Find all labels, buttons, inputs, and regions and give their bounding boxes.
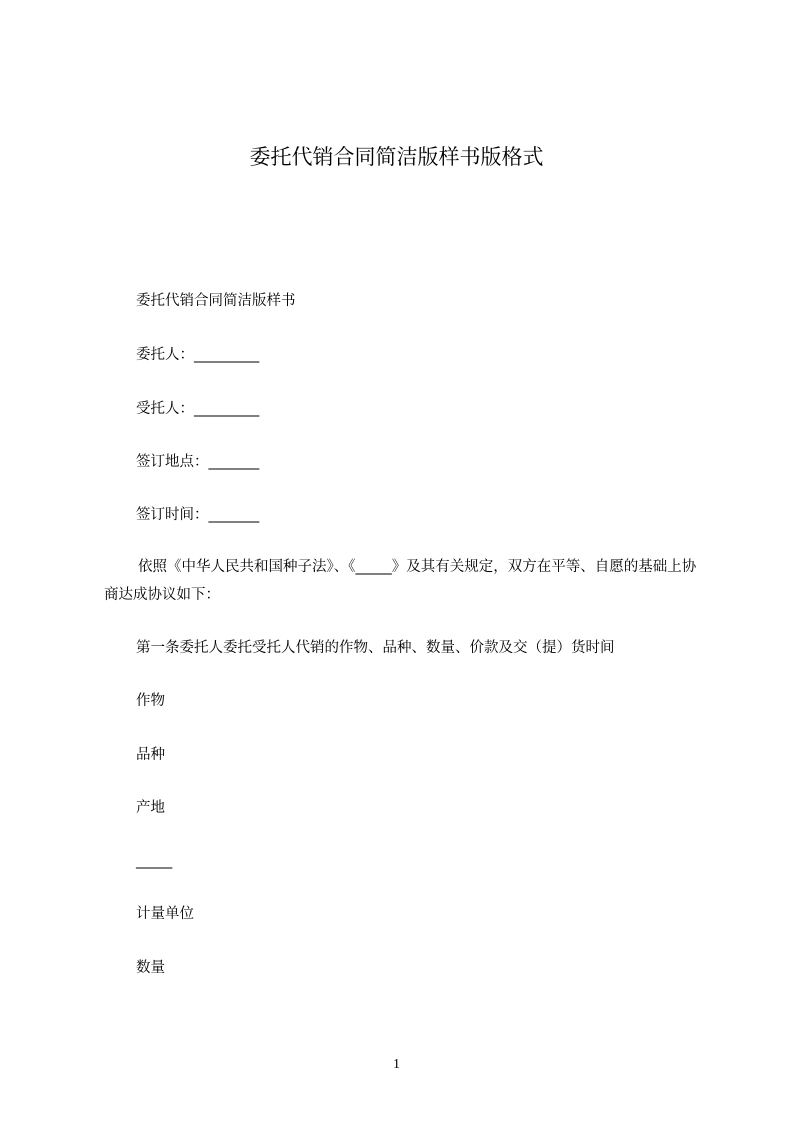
document-subtitle: 委托代销合同简洁版样书 bbox=[136, 293, 296, 309]
sign-time-field: 签订时间：_______ bbox=[136, 507, 260, 523]
item-crop: 作物 bbox=[136, 693, 165, 709]
item-unit: 计量单位 bbox=[136, 906, 194, 922]
page-number: 1 bbox=[393, 1057, 400, 1072]
item-quantity: 数量 bbox=[136, 960, 165, 976]
sign-place-field: 签订地点：_______ bbox=[136, 454, 260, 470]
entrustor-field: 委托人：_________ bbox=[136, 347, 260, 363]
intro-paragraph: 依照《中华人民共和国种子法》、《_____》及其有关规定，双方在平等、自愿的基础上协商达成协议如下： bbox=[104, 559, 697, 603]
document-title: 委托代销合同简洁版样书版格式 bbox=[249, 145, 544, 169]
item-variety: 品种 bbox=[136, 747, 165, 763]
item-origin: 产地 bbox=[136, 800, 165, 816]
item-blank: _____ bbox=[136, 853, 173, 869]
article-1-heading: 第一条委托人委托受托人代销的作物、品种、数量、价款及交（提）货时间 bbox=[136, 640, 615, 656]
trustee-field: 受托人：_________ bbox=[136, 401, 260, 417]
